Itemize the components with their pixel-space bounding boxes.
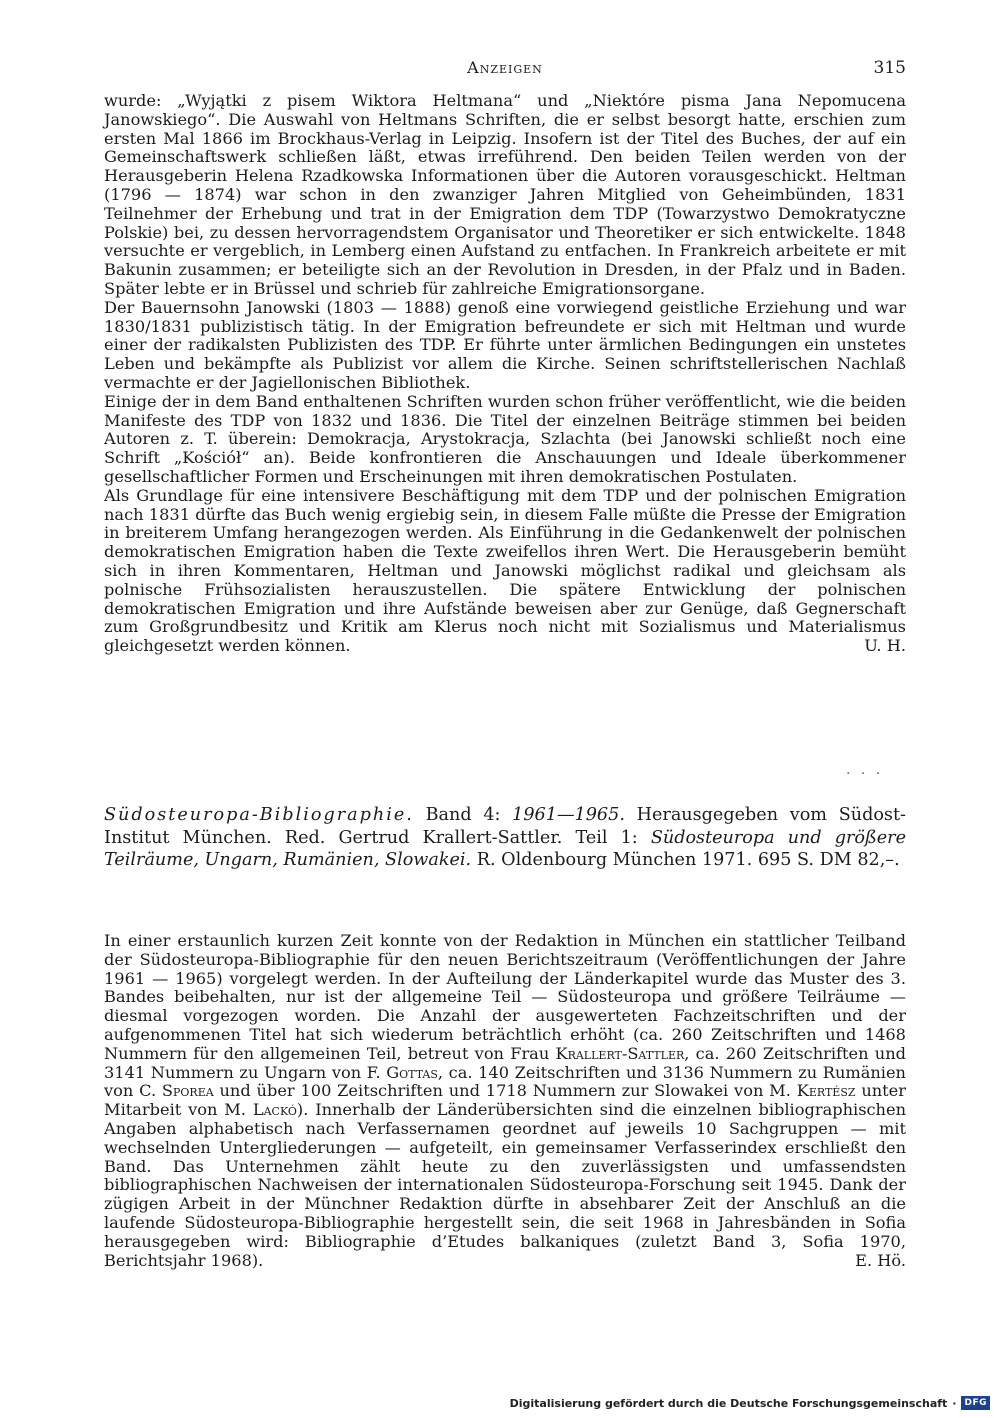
- citation-publisher: Herausgegeben vom Südost-Institut München. Red. Gertrud Krallert-Sattler. Teil 1:: [104, 805, 906, 848]
- citation-imprint: R. Oldenbourg München 1971. 695 S. DM 82,–.: [471, 850, 900, 870]
- review-2-paragraph: [104, 932, 906, 1270]
- running-head: Anzeigen: [467, 58, 543, 77]
- citation-band: Band 4:: [413, 805, 513, 825]
- author-name: Kertész: [796, 1081, 856, 1101]
- review-1-paragraph: Der Bauernsohn Janowski (1803 — 1888) genoß eine vorwiegend geistliche Erziehung und war 1830/1831 publizistisch tätig. In der Emigration befreundete er sich mit Heltman und wurde einer der radikalsten Publizisten des TDP. Er führte unter ärmlichen Bedingungen ein unstetes Leben und bekämpfte als Publizist vor allem die Kirche. Seinen schriftstellerischen Nachlaß vermachte er der Jagiellonischen Bibliothek.: [104, 297, 906, 392]
- review-1-paragraph: wurde: „Wyjątki z pisem Wiktora Heltmana“ und „Niektóre pisma Jana Nepomucena Janowskiego“. Die Auswahl von Heltmans Schriften, die er selbst besorgt hatte, erschien zum ersten Mal 1866 im Brockhaus-Verlag in Leipzig. Insofern ist der Titel des Buches, der auf ein Gemeinschaftswerk schließen läßt, etwas irreführend. Den beiden Teilen werden von der Herausgeberin Helena Rzadkowska Informationen über die Autoren vorausgeschickt. Heltman (1796 — 1874) war schon in den zwanziger Jahren Mitglied von Geheimbünden, 1831 Teilnehmer der Erhebung und trat in der Emigration dem TDP (Towarzystwo Demokratyczne Polskie) bei, zu dessen hervorragendstem Organisator und Theoretiker er sich entwickelte. 1848 versuchte er vergeblich, in Lemberg einen Aufstand zu entfachen. In Frankreich arbeitete er mit Bakunin zusammen; er beteiligte sich an der Revolution in Dresden, in der Pfalz und in Baden. Später lebte er in Brüssel und schrieb für zahlreiche Emigrationsorgane.: [104, 91, 906, 298]
- review-1-signature: U. H.: [864, 636, 906, 656]
- section-separator: . . .: [846, 762, 884, 778]
- author-name: Krallert-Sattler: [555, 1043, 685, 1063]
- review-2-signature: E. Hö.: [855, 1250, 906, 1270]
- footer-separator: ·: [952, 1396, 957, 1410]
- citation-years: 1961—1965.: [512, 805, 625, 825]
- review-2: [104, 932, 906, 1270]
- digitization-footer: [510, 1396, 990, 1410]
- review-1-paragraph: Einige der in dem Band enthaltenen Schriften wurden schon früher veröffentlicht, wie die beiden Manifeste des TDP von 1832 und 1836. Die Titel der einzelnen Beiträge stimmen bei beiden Autoren z. T. überein: Demokracja, Arystokracja, Szlachta (bei Janowski schließt noch eine Schrift „Kościół“ an). Beide konfrontieren die Anschauungen und Ideale überkommener gesellschaftlicher Formen und Erscheinungen mit ihren demokratischen Postulaten.: [104, 391, 906, 486]
- author-name: Lackó: [252, 1100, 297, 1120]
- review-1: [104, 92, 906, 656]
- review-2-text: und über 100 Zeitschriften und 1718 Nummern zur Slowakei von M.: [213, 1081, 797, 1101]
- review-2-text: In einer erstaunlich kurzen Zeit konnte von der Redaktion in München ein stattlicher Teilband der Südosteuropa-Bibliographie für den neuen Berichtszeitraum (Veröffentlichungen der Jahre 1961 — 1965) vorgelegt werden. In der Aufteilung der Länderkapitel wurde das Muster des 3. Bandes beibehalten, nur ist der allgemeine Teil — Südosteuropa und größere Teilräume — diesmal vorgezogen worden. Die Anzahl der ausgewerteten Fachzeitschriften und der aufgenommenen Titel hat sich wiederum beträchtlich erhöht (ca. 260 Zeitschriften und 1468 Nummern für den allgemeinen Teil, betreut von Frau: [104, 931, 906, 1063]
- review-2-text: , ca. 140 Zeitschriften und 3136 Nummern zu Rumänien von C.: [104, 1062, 906, 1101]
- author-name: Sporea: [161, 1081, 214, 1101]
- dfg-logo-icon: DFG: [961, 1396, 990, 1410]
- review-1-paragraph-last: [104, 487, 906, 656]
- review-1-paragraph-text: Als Grundlage für eine intensivere Beschäftigung mit dem TDP und der polnischen Emigration nach 1831 dürfte das Buch wenig ergiebig sein, in diesem Falle müßte die Presse der Emigration in breiterem Umfang herangezogen werden. Als Einführung in die Gedankenwelt der polnischen demokratischen Emigration haben die Texte zweifellos ihren Wert. Die Herausgeberin bemüht sich in ihren Kommentaren, Heltman und Janowski möglichst radikal und gleichsam als polnische Frühsozialisten herauszustellen. Die spätere Entwicklung der polnischen demokratischen Emigration und ihre Aufstände beweisen aber zur Genüge, daß Gegnerschaft zum Großgrundbesitz und Kritik am Klerus noch nicht mit Sozialismus und Materialismus gleichgesetzt werden können.: [104, 485, 906, 656]
- citation-title: Südosteuropa-Bibliographie.: [104, 805, 414, 825]
- review-2-text: ). Innerhalb der Länderübersichten sind die einzelnen bibliographischen Angaben alphabetisch nach Verfassernamen geordnet auf jeweils 10 Sachgruppen — mit wechselnden Untergliederungen — aufgeteilt, ein gemeinsamer Verfasserindex erschließt den Band. Das Unternehmen zählt heute zu den zuverlässigsten und umfassendsten bibliographischen Nachweisen der internationalen Südosteuropa-Forschung seit 1945. Dank der zügigen Arbeit in der Münchner Redaktion dürfte in absehbarer Zeit der Anschluß an die laufende Südosteuropa-Bibliographie hergestellt sein, die seit 1968 in Jahresbänden in Sofia herausgegeben wird: Bibliographie d’Etudes balkaniques (zuletzt Band 3, Sofia 1970, Berichtsjahr 1968).: [104, 1100, 906, 1270]
- author-name: Gottas: [386, 1062, 438, 1082]
- review-2-text: unter Mitarbeit von M.: [104, 1081, 906, 1120]
- review-2-text: , ca. 260 Zeitschriften und 3141 Nummern zu Ungarn von F.: [104, 1043, 906, 1082]
- book-citation: [104, 804, 906, 872]
- footer-text: Digitalisierung gefördert durch die Deutsche Forschungsgemeinschaft: [509, 1396, 948, 1410]
- page-number: 315: [873, 58, 906, 78]
- citation-part-title: Südosteuropa und größere Teilräume, Ungarn, Rumänien, Slowakei.: [104, 827, 906, 870]
- page-header: [104, 58, 906, 84]
